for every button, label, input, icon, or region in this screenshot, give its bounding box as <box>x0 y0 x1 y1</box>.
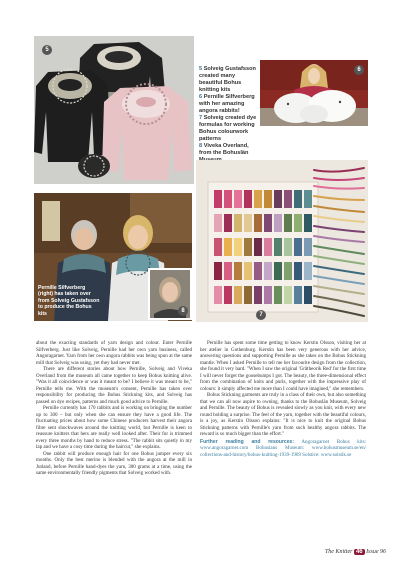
sweaters-illustration <box>34 36 194 184</box>
swatch-grid <box>208 182 318 312</box>
article-paragraph: about the exacting standards of yarn design and colour. Enter Pernille Silfverberg. Just like Solveig, Pernille had her own yarn business, called Angoragarnet. Yarn from her own angora rabbits was being spun at the same mill that Solveig was using, yet they had never met. <box>36 340 192 366</box>
article-column-left <box>36 340 192 477</box>
caption-number: 6 <box>199 94 203 100</box>
magazine-name: The Knitter <box>324 549 353 555</box>
caption-7 <box>199 115 257 143</box>
resources-heading: Further reading and resources: <box>200 438 295 445</box>
caption-6 <box>199 94 257 115</box>
caption-text: Pernille Silfverberg with her amazing angora rabbits! <box>199 94 255 114</box>
photo-captions <box>199 66 257 164</box>
article-column-right <box>200 340 366 458</box>
photo-number-badge: 5 <box>42 45 52 55</box>
caption-text: Viveka Overland, from the Bohuslän <box>199 143 249 156</box>
article-paragraph: Pernille has spent some time getting to know Kerstin Olsson, visiting her at her atelier in Gothenburg. Kerstin has been very generous with her advice, answering questions and supporting Pernille as she takes on the Bohus Stickning mantle. When I asked Pernille to tell me her favourite design from the collection, she found it very hard. "When I saw the original 'Gråtheorik Red' for the first time I will never forget the goosebumps I got. The beauty, the three-dimensional effect from the combination of knits and purls, together with the impressive play of colours: it simply affected me more than I could have imagined," she remembers. <box>200 340 366 392</box>
sweaters-photo <box>34 36 194 184</box>
page-number: 46 <box>355 549 363 555</box>
photo-number-badge: 8 <box>178 306 188 316</box>
rabbits-illustration <box>260 60 368 126</box>
article-paragraph: Bohus Stickning garments are truly in a class of their own, but also something that we can all now aspire to owning, thanks to the Bohuslän Museum, Solveig and Pernille. The beauty of Bohus is revealed slowly as you knit, with every new round holding a surprise. The feel of the yarn, together with the beautiful colours, is a joy, as Kerstin Olsson explains: "It is nice to knit the original Bohus Stickning patterns with Pernille's yarn from such healthy angora rabbits. The reward is so much bigger than the effort." <box>200 392 366 437</box>
caption-number: 8 <box>199 143 203 149</box>
article-paragraph: There are different stories about how Pernille, Solveig and Viveka Overland from the museum all came together to keep Bohus knitting alive. "Was it all coincidence or was it meant to be? I believe it was meant to be," Pernille tells me. With the museum's consent, Pernille has taken over responsibility for producing the Bohus Stickning kits, and Solveig has passed on dye recipes, patterns and much good advice to Pernille. <box>36 366 192 405</box>
angora-rabbits-photo <box>260 60 368 126</box>
caption-text: Solveig Gustafsson created many beautiful Bohus knitting kits <box>199 66 256 93</box>
page-footer <box>325 549 386 555</box>
resources-block <box>200 439 366 459</box>
viveka-portrait-photo <box>148 268 192 320</box>
article-paragraph: Pernille currently has 170 rabbits and is working on bringing the number up to 300 – but only when she can ensure they have a good life. The fluctuating prices about how some Chinese producers harvest their angora fibre sent shockwaves around the knitting world, but Pernille is keen to reassure knitters that hers are really well looked after. Their fur is trimmed every three months by hand to reduce stress. "The rabbit sits quietly in my lap and we have a cosy time during the haircut," she explains. <box>36 405 192 450</box>
left-photo-caption: Pernille Silfverberg (right) has taken over from Solveig Gustafsson to produce the Bohus kits <box>38 284 100 317</box>
resources-links[interactable]: Angoragarnet Bohus kits: www.angoragarnet.com Bohuslans Museum: www.bohusmuseum.se/en/ collections-and-history/bohus-knitting-1939-1969 Solstice: www.solstik.se <box>200 438 366 458</box>
swatch-illustration <box>196 160 368 322</box>
caption-5 <box>199 66 257 94</box>
dye-formula-photo <box>196 160 368 322</box>
photo-number-badge: 6 <box>354 65 364 75</box>
caption-number: 5 <box>199 66 203 72</box>
caption-number: 7 <box>199 115 203 121</box>
photo-number-badge: 7 <box>256 310 266 320</box>
article-paragraph: One rabbit will produce enough hair for one Bohus jumper every six months. Only the best merino is blended with the angora at the mill in Jutland, before Pernille hand-dyes the yarn, 300 grams at a time, using the same environmentally friendly pigments that Solveig worked with. <box>36 450 192 476</box>
caption-text: Solveig created dye formulas for working Bohus colourwork patterns <box>199 115 257 142</box>
issue-number: Issue 96 <box>366 549 386 555</box>
